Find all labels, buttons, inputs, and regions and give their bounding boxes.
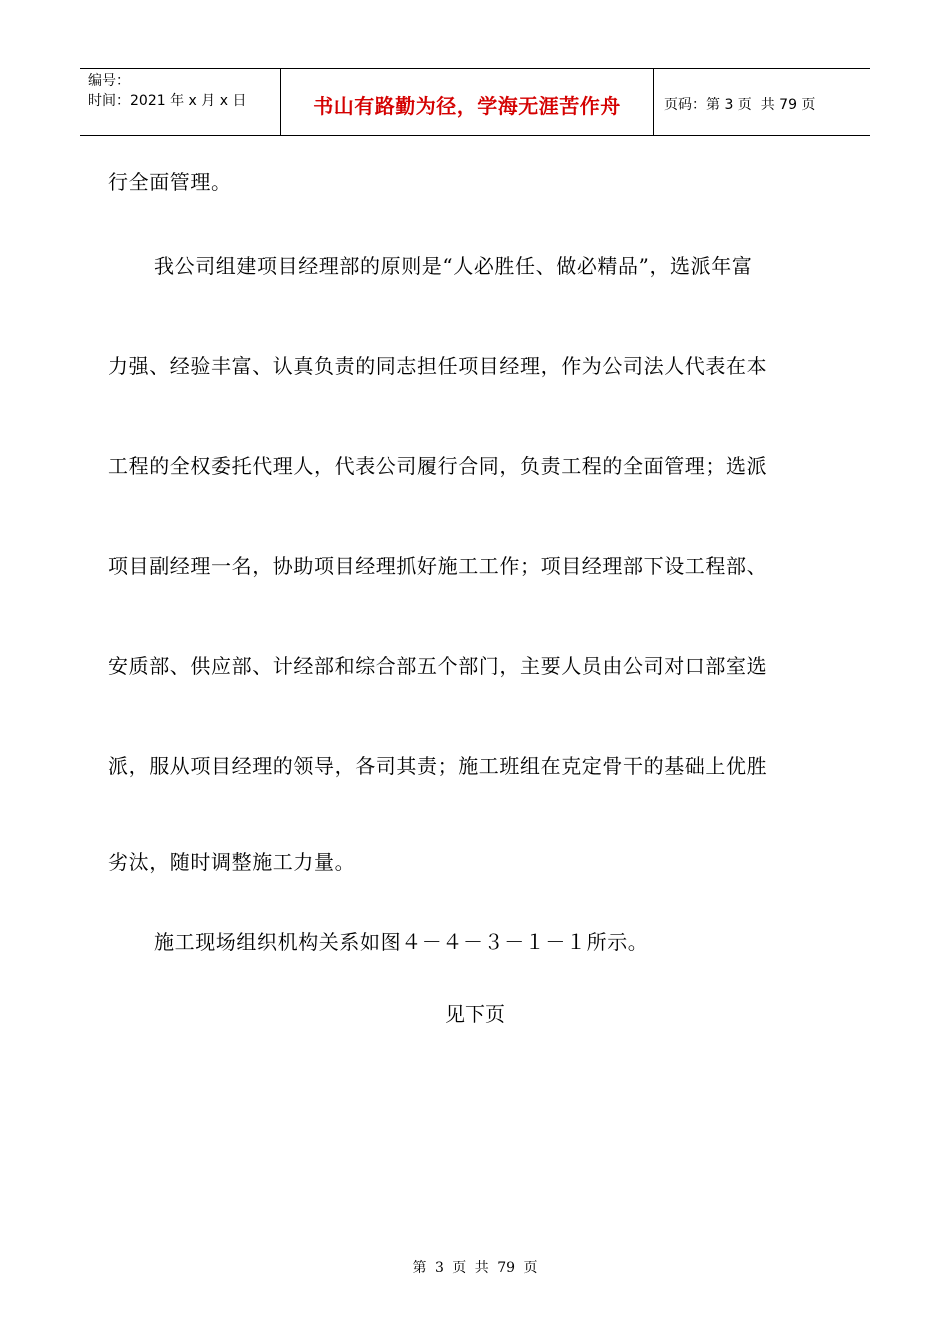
body-line: 工程的全权委托代理人，代表公司履行合同，负责工程的全面管理；选派 xyxy=(108,454,768,478)
body-line: 安质部、供应部、计经部和综合部五个部门，主要人员由公司对口部室选 xyxy=(108,654,768,678)
see-next-page-note: 见下页 xyxy=(445,1002,505,1026)
header-meta-cell xyxy=(80,69,281,135)
body-line: 派，服从项目经理的领导，各司其责；施工班组在克定骨干的基础上优胜 xyxy=(108,754,768,778)
body-line: 我公司组建项目经理部的原则是“人必胜任、做必精品”，选派年富 xyxy=(154,254,753,278)
body-line: 行全面管理。 xyxy=(108,170,232,194)
document-header xyxy=(80,68,870,136)
document-number-label: 编号： xyxy=(88,73,130,89)
body-line: 力强、经验丰富、认真负责的同志担任项目经理，作为公司法人代表在本 xyxy=(108,354,768,378)
body-line: 劣汰，随时调整施工力量。 xyxy=(108,850,356,874)
header-page-cell xyxy=(654,69,870,135)
figure-reference-line: 施工现场组织机构关系如图４－４－３－１－１所示。 xyxy=(154,930,649,954)
body-line: 项目副经理一名，协助项目经理抓好施工工作；项目经理部下设工程部、 xyxy=(108,554,768,578)
motto-text: 书山有路勤为径，学海无涯苦作舟 xyxy=(313,93,621,118)
document-date-label: 时间：2021 年 x 月 x 日 xyxy=(88,93,247,109)
page-footer: 第 3 页 共 79 页 xyxy=(412,1260,538,1276)
header-motto-cell xyxy=(281,69,654,135)
header-page-info: 页码：第 3 页 共 79 页 xyxy=(664,97,816,113)
